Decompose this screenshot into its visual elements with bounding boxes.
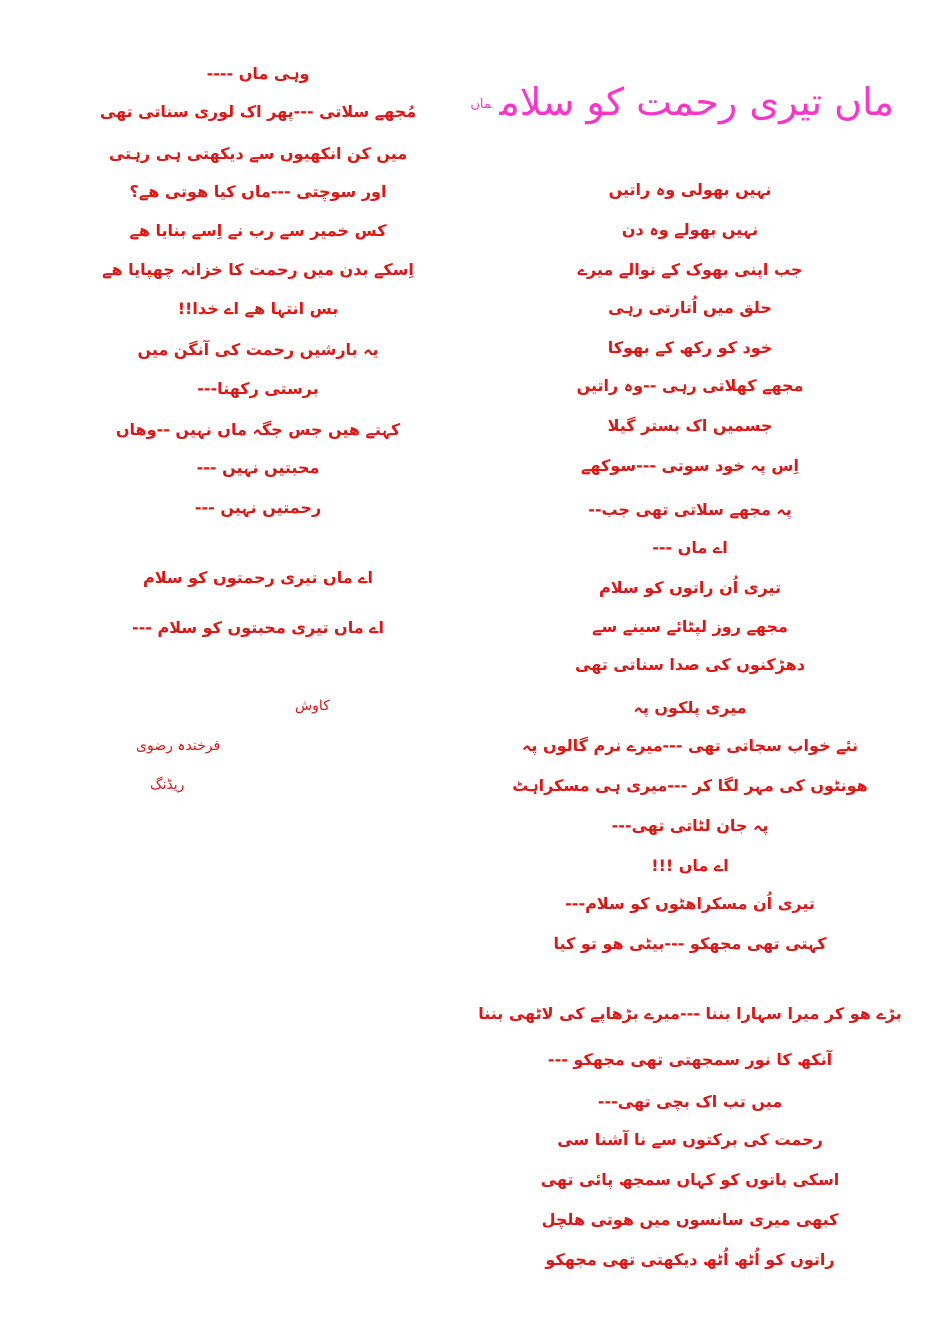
right-line-26: کبھی میری سانسوں میں ھوتی ھلچل: [541, 1210, 839, 1229]
right-line-7: جسمیں اک بستر گیلا: [607, 416, 773, 435]
right-line-20: کہتی تھی مجھکو ---بیٹی ھو تو کیا: [553, 934, 827, 953]
right-line-24: رحمت کی برکتوں سے نا آشنا سی: [557, 1130, 823, 1149]
right-line-16: ھونٹوں کی مہر لگا کر ---میری ہی مسکراہٹ: [512, 776, 868, 795]
left-line-12: رحمتیں نہیں ---: [194, 498, 322, 517]
right-line-5: خود کو رکھ کے بھوکا: [607, 338, 773, 357]
left-line-8: یہ بارشیں رحمت کی آنگن میں: [137, 340, 379, 359]
left-line-14: اے ماں تیری محبتوں کو سلام ---: [131, 618, 385, 637]
left-line-6: اِسکے بدن میں رحمت کا خزانہ چھپایا ھے: [102, 260, 414, 279]
right-line-1: نہیں بھولی وہ راتیں: [608, 180, 772, 199]
right-line-25: اسکی باتوں کو کہاں سمجھ پائی تھی: [540, 1170, 840, 1189]
right-line-8: اِس پہ خود سوتی ---سوکھے: [581, 456, 799, 475]
title-small: ماں: [470, 96, 492, 112]
right-line-22: آنکھ کا نور سمجھتی تھی مجھکو ---: [547, 1050, 833, 1069]
right-line-19: تیری اُن مسکراھٹوں کو سلام---: [565, 894, 815, 913]
right-line-3: جب اپنی بھوک کے نوالے میرے: [577, 260, 803, 279]
left-line-3: میں کن انکھیوں سے دیکھتی ہی رہتی: [108, 144, 408, 163]
right-line-9: پہ مجھے سلاتی تھی جب--: [588, 500, 792, 519]
left-line-10: کہتے ھیں جس جگہ ماں نہیں --وھاں: [115, 420, 401, 439]
right-line-10: اے ماں ---: [652, 538, 728, 557]
left-line-13: اے ماں تیری رحمتوں کو سلام: [142, 568, 374, 587]
left-line-5: کس خمیر سے رب نے اِسے بنایا ھے: [129, 221, 387, 240]
right-line-12: مجھے روز لپٹائے سینے سے: [592, 617, 788, 636]
right-line-23: میں تب اک بچی تھی---: [597, 1092, 783, 1111]
right-line-13: دھڑکنوں کی صدا سناتی تھی: [575, 655, 805, 674]
left-line-7: بس انتہا ھے اے خدا!!: [177, 299, 339, 318]
right-line-15: نئے خواب سجاتی تھی ---میرے نرم گالوں پہ: [521, 736, 859, 755]
left-line-9: برستی رکھنا---: [197, 379, 319, 398]
left-line-11: محبتیں نہیں ---: [196, 458, 320, 477]
right-line-4: حلق میں اُتارتی رہی: [608, 298, 772, 317]
right-line-27: راتوں کو اُٹھ اُٹھ دیکھتی تھی مجھکو: [545, 1250, 835, 1269]
page-title: [470, 72, 894, 132]
right-line-18: اے ماں !!!: [651, 856, 729, 875]
left-line-4: اور سوچتی ---ماں کیا ھوتی ھے؟: [129, 182, 387, 201]
credit-label: کاوش: [295, 698, 330, 714]
title-main: ماں تیری رحمت کو سلام: [499, 80, 894, 124]
left-line-1: وہی ماں ----: [206, 64, 310, 83]
right-line-17: پہ جان لٹاتی تھی---: [611, 816, 769, 835]
credit-city: ریڈنگ: [150, 777, 185, 793]
right-line-2: نہیں بھولے وہ دن: [621, 220, 759, 239]
left-line-2: مُجھے سلاتی ---پھر اک لوری سناتی تھی: [99, 102, 417, 121]
right-line-14: میری پلکوں پہ: [633, 698, 747, 717]
credit-author: فرخندہ رضوی: [136, 738, 221, 754]
right-line-21: بڑے ھو کر میرا سہارا بننا ---میرے بڑھاپے کی لاٹھی بننا: [478, 1004, 902, 1023]
right-line-6: مجھے کھلاتی رہی --وہ راتیں: [576, 376, 804, 395]
right-line-11: تیری اُن راتوں کو سلام: [599, 578, 781, 597]
